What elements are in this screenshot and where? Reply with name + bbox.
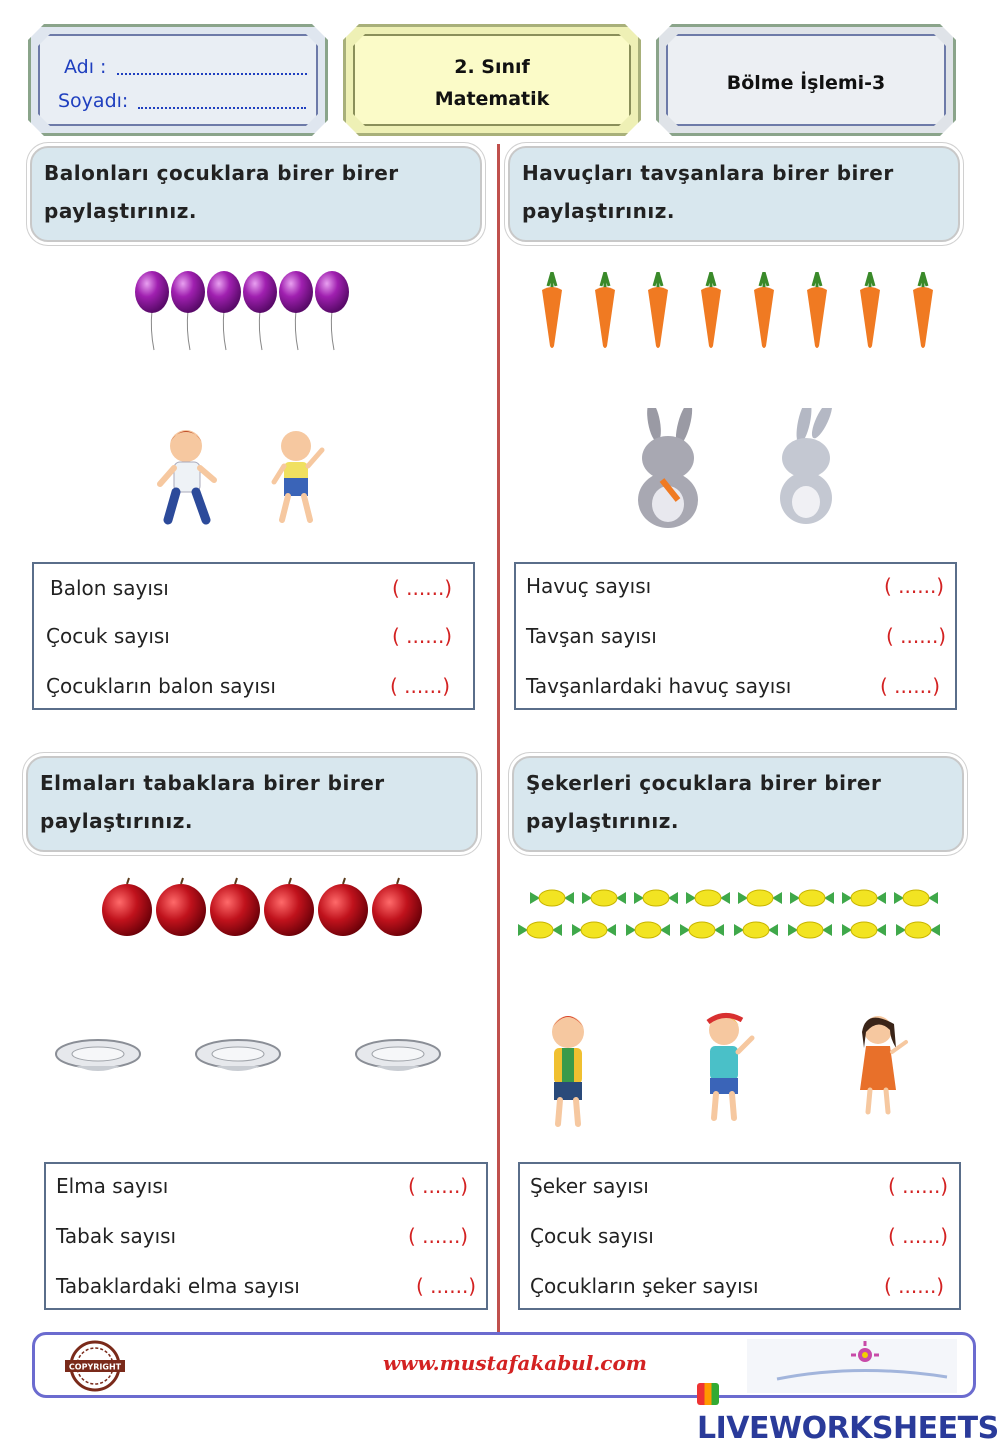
worksheet-title: Bölme İşlemi-3 [726,72,886,94]
answer-blank[interactable]: ( ......) [392,624,453,648]
table-row [520,1216,959,1256]
candy-icon [894,890,938,906]
carrot-icon [648,272,668,348]
apple-icon [102,878,152,936]
row-label: Çocukların balon sayısı [46,674,276,698]
answer-blank[interactable]: ( ......) [416,1274,477,1298]
plates-picture [50,1034,450,1082]
name-blank[interactable] [117,61,307,75]
table-row [34,666,473,706]
candy-icon [572,922,616,938]
answer-blank[interactable]: ( ......) [884,1274,945,1298]
rabbit-icon [780,408,836,524]
balloon-icon [171,271,205,350]
table-row [520,1266,959,1306]
row-label: Tabak sayısı [56,1224,177,1248]
name-field[interactable] [64,56,307,78]
table-row [34,616,473,656]
row-label: Tavşanlardaki havuç sayısı [526,674,792,698]
child-icon [860,1016,906,1112]
instruction-box-candies: Şekerleri çocuklara birer birer paylaştırınız. [512,756,964,852]
answer-blank[interactable]: ( ......) [886,624,947,648]
child-icon [708,1015,752,1118]
balloon-icon [279,271,313,350]
table-row [46,1166,486,1206]
answer-blank[interactable]: ( ......) [888,1174,949,1198]
answer-table-carrots [514,562,957,710]
answer-table-candies [518,1162,961,1310]
answer-blank[interactable]: ( ......) [408,1174,469,1198]
surname-label: Soyadı: [58,90,129,112]
carrot-icon [595,272,615,348]
brand-label: LIVEWORKSHEETS [697,1411,999,1446]
answer-table-apples [44,1162,488,1310]
answer-blank[interactable]: ( ......) [408,1224,469,1248]
candy-icon [734,922,778,938]
website-link[interactable]: www.mustafakabul.com [383,1351,647,1375]
instruction-box-apples: Elmaları tabaklara birer birer paylaştırınız. [26,756,478,852]
answer-blank[interactable]: ( ......) [392,576,453,600]
table-row [520,1166,959,1206]
candy-icon [788,922,832,938]
answer-blank[interactable]: ( ......) [390,674,451,698]
candy-icon [582,890,626,906]
candy-icon [842,890,886,906]
answer-blank[interactable]: ( ......) [888,1224,949,1248]
apples-picture [100,876,430,940]
carrots-picture [534,272,944,352]
center-divider [497,144,500,1332]
table-row [46,1266,486,1306]
children-candy-picture [540,1008,930,1132]
row-label: Balon sayısı [50,576,169,600]
candy-icon [842,922,886,938]
rabbit-icon [638,408,698,528]
rabbits-picture [626,408,846,533]
candy-icon [634,890,678,906]
plate-icon [356,1040,440,1071]
table-row [46,1216,486,1256]
apple-icon [372,878,422,936]
balloon-icon [135,271,169,350]
copyright-text: COPYRIGHT [68,1362,122,1372]
child-icon [160,430,214,520]
table-row [34,568,473,608]
answer-table-balloons [32,562,475,710]
apple-icon [156,878,206,936]
instruction-box-balloons: Balonları çocuklara birer birer paylaştırınız. [30,146,482,242]
name-header-frame [28,24,328,136]
carrot-icon [860,272,880,348]
carrot-icon [913,272,933,348]
candy-icon [530,890,574,906]
candy-icon [680,922,724,938]
row-label: Elma sayısı [56,1174,169,1198]
row-label: Çocuk sayısı [46,624,170,648]
table-row [516,666,955,706]
carrot-icon [754,272,774,348]
instruction-box-carrots: Havuçları tavşanlara birer birer paylaştırınız. [508,146,960,242]
balloon-icon [243,271,277,350]
apple-icon [264,878,314,936]
liveworksheets-logo-icon [697,1383,719,1405]
child-icon [552,1016,584,1124]
row-label: Havuç sayısı [526,574,652,598]
surname-blank[interactable] [138,95,306,109]
candy-icon [626,922,670,938]
copyright-stamp-icon [63,1340,127,1392]
subject-label: Matematik [434,88,550,110]
candies-picture [514,884,944,946]
carrot-icon [701,272,721,348]
surname-field[interactable] [58,90,306,112]
balloon-icon [315,271,349,350]
plate-icon [56,1040,140,1071]
candy-icon [790,890,834,906]
row-label: Çocukların şeker sayısı [530,1274,759,1298]
apple-icon [210,878,260,936]
row-label: Tavşan sayısı [526,624,657,648]
row-label: Tabaklardaki elma sayısı [56,1274,300,1298]
row-label: Çocuk sayısı [530,1224,654,1248]
table-row [516,616,955,656]
plate-icon [196,1040,280,1071]
row-label: Şeker sayısı [530,1174,649,1198]
grade-header-frame [343,24,641,136]
child-icon [274,431,322,520]
liveworksheets-brand[interactable] [697,1376,1000,1446]
grade-label: 2. Sınıf [454,56,530,78]
balloon-icon [207,271,241,350]
carrot-icon [807,272,827,348]
candy-icon [738,890,782,906]
candy-icon [896,922,940,938]
answer-blank[interactable]: ( ......) [880,674,941,698]
candy-icon [686,890,730,906]
table-row [516,566,955,606]
children-picture [156,420,336,530]
name-label: Adı : [64,56,107,78]
apple-icon [318,878,368,936]
answer-blank[interactable]: ( ......) [884,574,945,598]
candy-icon [518,922,562,938]
carrot-icon [542,272,562,348]
balloons-picture [128,266,358,352]
